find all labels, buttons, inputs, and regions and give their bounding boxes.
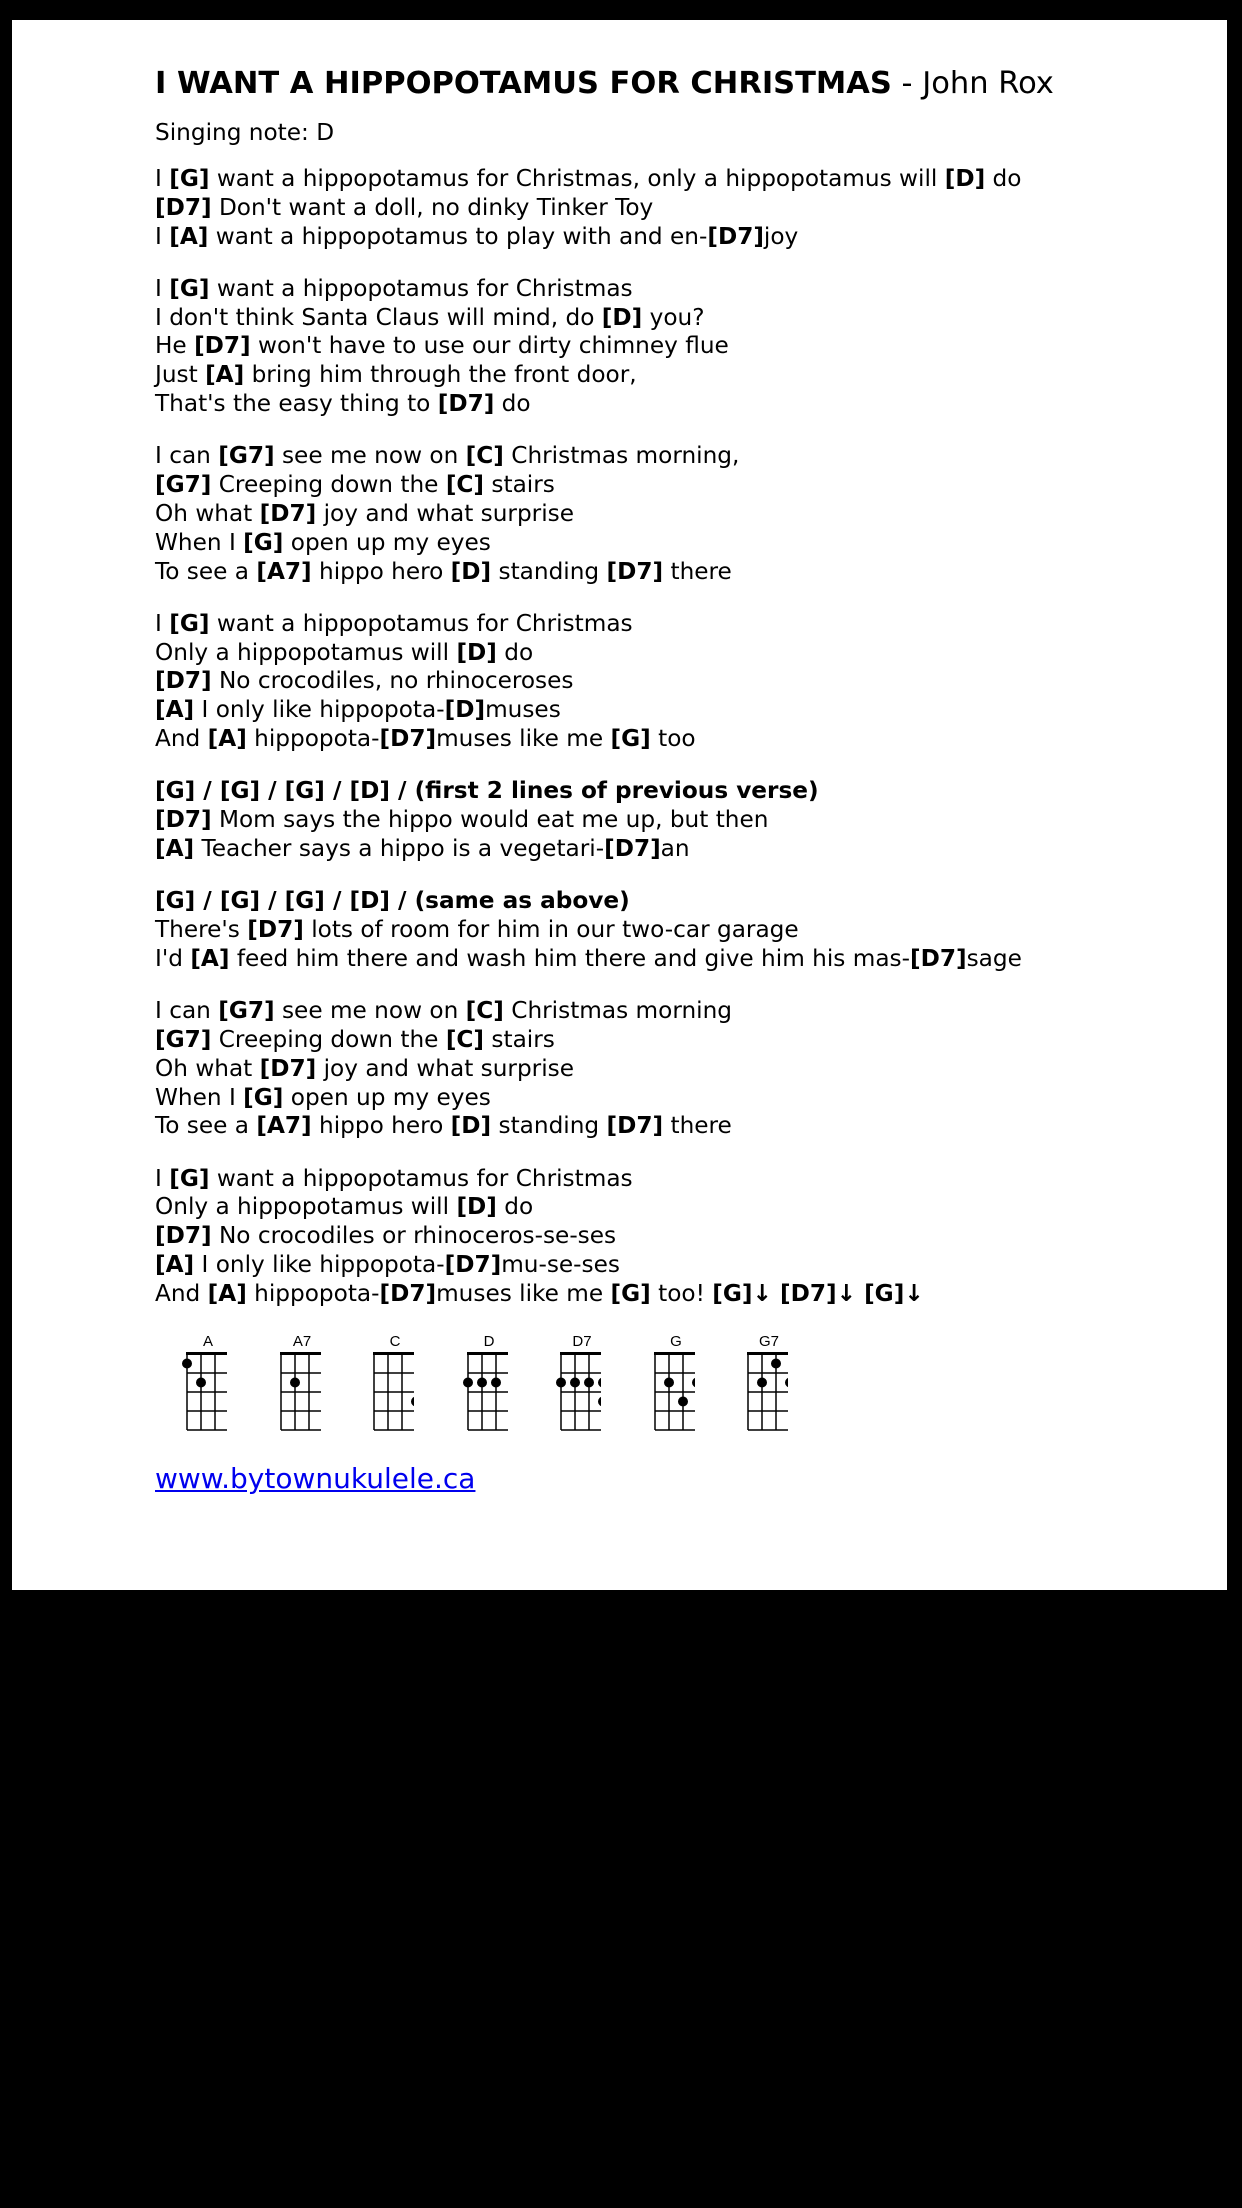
chord-nut (280, 1352, 321, 1355)
lyric-line (155, 639, 1215, 668)
verse (155, 165, 1215, 251)
chord-marker: [D7] (707, 222, 764, 250)
lyric-line (155, 1084, 1215, 1113)
chord-diagrams (155, 1332, 1215, 1452)
lyric-text: That's the easy thing to (155, 390, 438, 418)
verse (155, 887, 1215, 973)
chord-diagram-graphic (728, 1332, 788, 1442)
chord-name: A (202, 1333, 214, 1351)
chord-diagram-d7 (541, 1332, 601, 1442)
lyric-text: too (650, 725, 696, 753)
lyric-text: No crocodiles, no rhinoceroses (211, 667, 574, 695)
lyric-line (155, 1055, 1215, 1084)
finger-dot (771, 1359, 781, 1369)
chord-marker: [G] (610, 1279, 651, 1307)
lyric-text: I only like hippopota- (194, 696, 445, 724)
lyric-text: standing (491, 1112, 607, 1140)
lyric-text: see me now on (274, 997, 466, 1025)
chord-marker: [D7] (259, 1054, 317, 1082)
chord-marker: [A] (155, 834, 195, 862)
chord-nut (186, 1352, 227, 1355)
chord-marker: [A7] (256, 1112, 312, 1140)
chord-name: D (483, 1333, 494, 1351)
chord-diagram-c (354, 1332, 414, 1442)
lyric-text: Oh what (155, 499, 260, 527)
chord-marker: [G]↓ [D7]↓ [G]↓ (712, 1279, 924, 1307)
lyric-text: joy and what surprise (316, 1054, 575, 1082)
lyric-text: won't have to use our dirty chimney flue (250, 332, 729, 360)
lyric-line (155, 332, 1215, 361)
lyric-text: To see a (155, 1112, 257, 1140)
lyric-line (155, 1026, 1215, 1055)
finger-dot (411, 1397, 414, 1407)
chord-name: G (669, 1333, 682, 1351)
lyric-text: want a hippopotamus for Christmas, only a hippopotamus will (209, 165, 945, 192)
lyrics (155, 165, 1215, 1309)
chord-diagram-graphic (354, 1332, 414, 1442)
chord-marker: [D7] (194, 332, 251, 360)
lyric-text: an (660, 834, 690, 862)
finger-dot (196, 1378, 206, 1388)
chord-nut (747, 1352, 788, 1355)
verse (155, 777, 1215, 863)
chord-diagram-graphic (167, 1332, 227, 1442)
chord-marker: [A] (190, 944, 230, 972)
chord-marker: [D7] (437, 390, 495, 418)
lyric-text: stairs (484, 471, 555, 499)
chord-diagram-g7 (728, 1332, 788, 1442)
lyric-text: Oh what (155, 1054, 260, 1082)
chord-marker: [D7] (155, 1222, 212, 1250)
lyric-text: Mom says the hippo would eat me up, but then (211, 806, 769, 834)
chord-diagram-graphic (541, 1332, 601, 1442)
chord-marker: [D7] (606, 1112, 664, 1140)
chord-marker: [D] (450, 1112, 492, 1140)
lyric-text: I'd (155, 944, 191, 972)
lyric-line (155, 361, 1215, 390)
lyric-text: open up my eyes (283, 528, 491, 556)
website-link[interactable]: www.bytownukulele.ca (155, 1462, 476, 1496)
chord-marker: [D7] (379, 725, 437, 753)
lyric-text: When I (155, 528, 244, 556)
lyric-line (155, 777, 1215, 806)
finger-dot (598, 1378, 601, 1388)
lyric-text: standing (491, 557, 607, 585)
lyric-text: want a hippopotamus for Christmas (209, 609, 633, 637)
finger-dot (182, 1359, 192, 1369)
lyric-text: Just (155, 361, 206, 389)
lyric-text: stairs (484, 1025, 555, 1053)
lyric-line (155, 275, 1215, 304)
lyric-line (155, 529, 1215, 558)
lyric-line (155, 806, 1215, 835)
chord-marker: [D7] (910, 944, 967, 972)
lyric-text: muses like me (436, 725, 611, 753)
chord-nut (373, 1352, 414, 1355)
chord-marker: [A] (155, 696, 195, 724)
singing-note: Singing note: D (155, 119, 335, 146)
finger-dot (477, 1378, 487, 1388)
chord-marker: [G] (169, 165, 210, 192)
lyric-text: hippopota- (246, 725, 380, 753)
lyric-text: I don't think Santa Claus will mind, do (155, 303, 602, 331)
lyric-line (155, 667, 1215, 696)
lyric-text: I can (155, 442, 219, 470)
chord-marker: [D7] (155, 667, 212, 695)
chord-diagram-d (448, 1332, 508, 1442)
lyric-text: When I (155, 1083, 244, 1111)
finger-dot (678, 1397, 688, 1407)
finger-dot (491, 1378, 501, 1388)
chord-marker: [G] (169, 274, 210, 302)
finger-dot (584, 1378, 594, 1388)
lyric-text: I (155, 1164, 170, 1192)
chord-diagram-graphic (635, 1332, 695, 1442)
lyric-text: muses like me (436, 1279, 611, 1307)
lyric-text: do (985, 165, 1022, 192)
finger-dot (463, 1378, 473, 1388)
chord-diagram-a (167, 1332, 227, 1442)
chord-nut (654, 1352, 695, 1355)
lyric-text: do (496, 1193, 534, 1221)
lyric-text: Only a hippopotamus will (155, 1193, 457, 1221)
chord-marker: [D7] (155, 193, 212, 221)
lyric-line (155, 916, 1215, 945)
chord-nut (560, 1352, 601, 1355)
chord-marker: [G7] (218, 997, 275, 1025)
lyric-text: want a hippopotamus for Christmas (209, 1164, 633, 1192)
lyric-line (155, 610, 1215, 639)
chord-marker: [G] / [G] / [G] / [D] / (same as above) (155, 887, 630, 915)
chord-marker: [D] (444, 696, 486, 724)
lyric-text: want a hippopotamus for Christmas (209, 274, 633, 302)
lyric-text: To see a (155, 557, 257, 585)
chord-marker: [C] (445, 471, 485, 499)
lyric-text: mu-se-ses (501, 1251, 620, 1278)
lyric-text: muses (485, 696, 561, 724)
lyric-text: Christmas morning (503, 997, 732, 1025)
chord-marker: [A] (169, 222, 209, 250)
chord-diagram-a7 (261, 1332, 321, 1442)
chord-name: A7 (292, 1333, 311, 1351)
chord-marker: [G] (169, 1164, 210, 1192)
lyric-line (155, 1112, 1215, 1141)
lyric-line (155, 1251, 1215, 1280)
verse (155, 997, 1215, 1141)
lyric-line (155, 1193, 1215, 1222)
song-artist: - John Rox (891, 66, 1054, 101)
lyric-text: too! (650, 1279, 713, 1307)
lyric-line (155, 223, 1215, 252)
chord-marker: [A] (155, 1251, 195, 1278)
lyric-text: sage (966, 944, 1022, 972)
chord-marker: [D] (456, 638, 497, 666)
lyric-text: joy (763, 222, 799, 250)
chord-marker: [A] (207, 1279, 247, 1307)
chord-marker: [G] (610, 725, 651, 753)
lyric-text: Creeping down the (211, 1025, 446, 1053)
chord-name: G7 (758, 1333, 780, 1351)
finger-dot (757, 1378, 767, 1388)
lyric-text: feed him there and wash him there and give him his mas- (229, 944, 910, 972)
finger-dot (598, 1397, 601, 1407)
lyric-line (155, 442, 1215, 471)
verse (155, 1165, 1215, 1309)
lyric-line (155, 945, 1215, 974)
title-line (155, 64, 1215, 104)
chord-marker: [G7] (155, 471, 212, 499)
lyric-text: Creeping down the (211, 471, 446, 499)
lyric-line (155, 696, 1215, 725)
chord-nut (467, 1352, 508, 1355)
lyric-text: I (155, 609, 170, 637)
lyric-line (155, 997, 1215, 1026)
lyric-text: bring him through the front door, (244, 361, 637, 389)
lyric-text: see me now on (274, 442, 466, 470)
chord-marker: [D7] (247, 916, 304, 944)
lyric-text: I only like hippopota- (194, 1251, 445, 1278)
lyric-text: hippo hero (311, 1112, 451, 1140)
lyric-text: hippo hero (311, 557, 451, 585)
song-title: I WANT A HIPPOPOTAMUS FOR CHRISTMAS (155, 66, 892, 101)
chord-marker: [A] (205, 361, 245, 389)
chord-marker: [G7] (218, 442, 275, 470)
chord-name: D7 (572, 1333, 592, 1351)
finger-dot (692, 1378, 695, 1388)
chord-diagram-graphic (261, 1332, 321, 1442)
lyric-text: I (155, 274, 170, 302)
chord-marker: [A] (207, 725, 247, 753)
chord-marker: [D7] (606, 557, 664, 585)
lyric-line (155, 390, 1215, 419)
finger-dot (570, 1378, 580, 1388)
lyric-text: open up my eyes (283, 1083, 491, 1111)
lyric-line (155, 558, 1215, 587)
lyric-text: want a hippopotamus to play with and en- (208, 222, 708, 250)
finger-dot (556, 1378, 566, 1388)
finger-dot (290, 1378, 300, 1388)
lyric-text: there (663, 557, 732, 585)
lyric-text: lots of room for him in our two-car garage (303, 916, 799, 944)
sheet-content (155, 64, 1215, 1496)
lyric-text: I (155, 165, 170, 192)
verse (155, 610, 1215, 754)
chord-marker: [D7] (379, 1279, 437, 1307)
chord-marker: [D] (601, 303, 643, 331)
chord-marker: [D7] (259, 499, 317, 527)
chord-marker: [C] (445, 1025, 485, 1053)
lyric-text: Teacher says a hippo is a vegetari- (194, 834, 605, 862)
finger-dot (664, 1378, 674, 1388)
lyric-line (155, 1280, 1215, 1309)
lyric-text: There's (155, 916, 248, 944)
finger-dot (785, 1378, 788, 1388)
lyric-text: I can (155, 997, 219, 1025)
chord-marker: [D7] (444, 1251, 502, 1278)
chord-marker: [D] (450, 557, 492, 585)
chord-marker: [D] (944, 165, 986, 192)
lyric-text: I (155, 222, 170, 250)
chord-marker: [D7] (155, 806, 212, 834)
lyric-text: hippopota- (246, 1279, 380, 1307)
chord-marker: [C] (465, 442, 504, 470)
chord-diagram-graphic (448, 1332, 508, 1442)
lyric-text: you? (642, 303, 705, 331)
chord-marker: [A7] (256, 557, 312, 585)
chord-marker: [G] / [G] / [G] / [D] / (first 2 lines of previous verse) (155, 777, 819, 805)
lyric-text: joy and what surprise (316, 499, 575, 527)
lyric-text: And (155, 1279, 208, 1307)
verse (155, 442, 1215, 586)
lyric-line (155, 165, 1215, 194)
chord-marker: [D] (456, 1193, 497, 1221)
lyric-text: And (155, 725, 208, 753)
song-sheet (12, 20, 1227, 1590)
lyric-text: No crocodiles or rhinoceros-se-ses (211, 1222, 617, 1250)
chord-name: C (389, 1333, 401, 1351)
lyric-line (155, 1222, 1215, 1251)
lyric-line (155, 194, 1215, 223)
lyric-line (155, 1165, 1215, 1194)
chord-marker: [G] (243, 1083, 284, 1111)
lyric-text: Christmas morning, (503, 442, 740, 470)
chord-marker: [D7] (604, 834, 661, 862)
verse (155, 275, 1215, 419)
lyric-line (155, 471, 1215, 500)
lyric-text: there (663, 1112, 732, 1140)
chord-diagram-g (635, 1332, 695, 1442)
chord-marker: [C] (465, 997, 504, 1025)
lyric-text: Only a hippopotamus will (155, 638, 457, 666)
lyric-text: Don't want a doll, no dinky Tinker Toy (211, 193, 654, 221)
chord-marker: [G] (243, 528, 284, 556)
chord-marker: [G7] (155, 1025, 212, 1053)
lyric-line (155, 835, 1215, 864)
chord-marker: [G] (169, 609, 210, 637)
lyric-line (155, 887, 1215, 916)
lyric-line (155, 304, 1215, 333)
lyric-text: He (155, 332, 195, 360)
lyric-line (155, 500, 1215, 529)
lyric-text: do (496, 638, 534, 666)
lyric-line (155, 725, 1215, 754)
lyric-text: do (494, 390, 531, 418)
